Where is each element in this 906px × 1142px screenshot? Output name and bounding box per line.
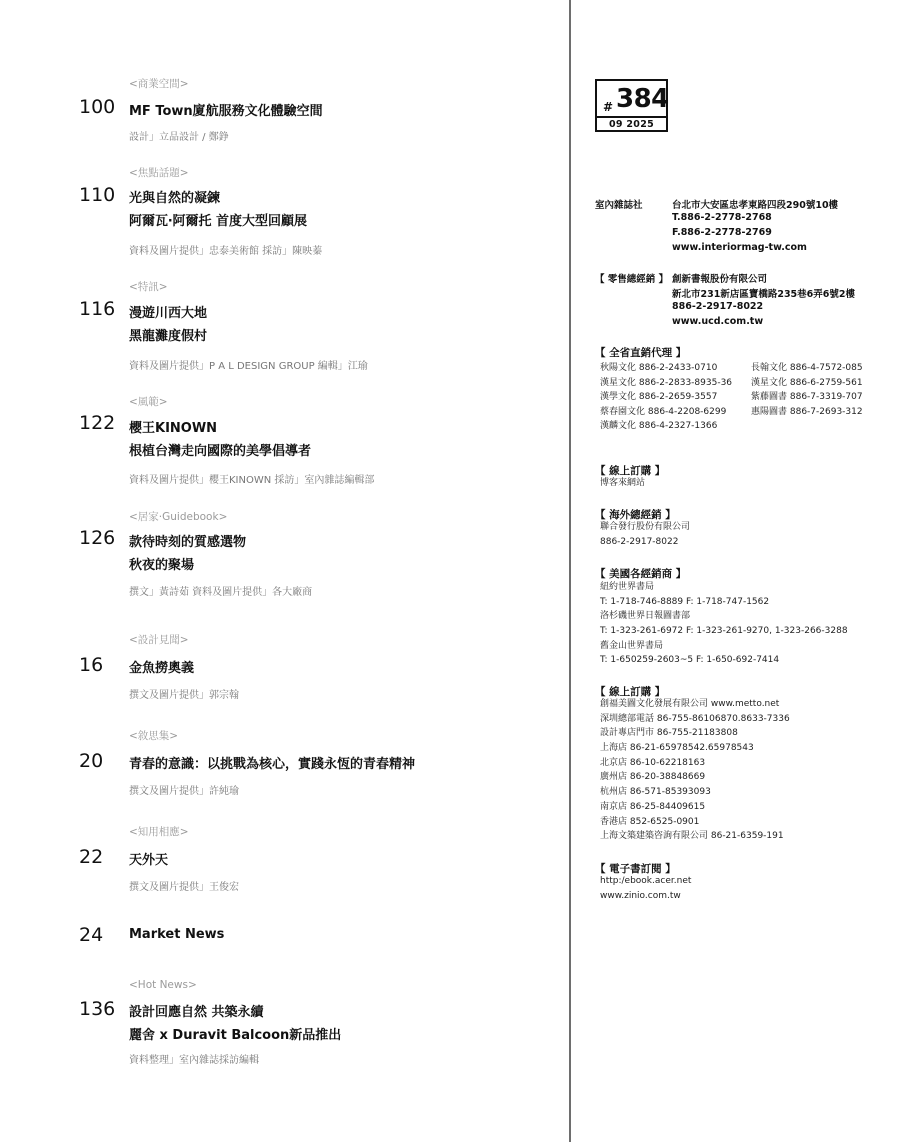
ebook-title: 【 電子書訂閱 】 [595, 863, 676, 875]
online-order-item: 深圳總部電話 86-755-86106870.8633-7336 [600, 713, 790, 724]
issue-date: 09 2025 [608, 119, 655, 130]
toc-category: <商業空間> [129, 78, 189, 90]
retail-address: 新北市231新店區寶橋路235巷6弄6號2樓 [672, 289, 855, 300]
issue-box-rule [597, 116, 666, 118]
toc-subtitle: 秋夜的聚場 [129, 558, 195, 573]
toc-category: <特訊> [129, 281, 168, 293]
agents-title: 【 全省直銷代理 】 [595, 347, 687, 359]
toc-page-number: 100 [79, 96, 116, 118]
agent-item: 漢麟文化 886-4-2327-1366 [600, 421, 718, 432]
toc-title: 漫遊川西大地 [129, 306, 208, 321]
overseas-item: 聯合發行股份有限公司 [600, 522, 691, 532]
column-divider [569, 0, 571, 1142]
toc-credit: 資料及圖片提供」忠泰美術館 採訪」陳映蓁 [129, 246, 323, 257]
online-order-item: 廣州店 86-20-38848669 [600, 772, 706, 783]
toc-page-number: 136 [79, 998, 116, 1020]
toc-credit: 資料及圖片提供」櫻王KINOWN 採訪」室內雜誌編輯部 [129, 475, 375, 486]
toc-category: <敘思集> [129, 730, 179, 742]
publisher-tel: T.886-2-2778-2768 [672, 212, 772, 223]
toc-title: 款待時刻的質感選物 [129, 535, 247, 550]
online-order-item: 香港店 852-6525-0901 [600, 816, 700, 827]
toc-page-number: 116 [79, 298, 116, 320]
toc-category: <設計見聞> [129, 634, 189, 646]
toc-credit: 撰文及圖片提供」王俊宏 [129, 882, 239, 893]
usa-item: 舊金山世界書局 [600, 640, 664, 651]
toc-subtitle: 阿爾瓦‧阿爾托 首度大型回顧展 [129, 214, 308, 229]
online-order-lines-2 [600, 697, 790, 844]
usa-item: 紐約世界書局 [600, 582, 655, 592]
toc-category: <居家‧Guidebook> [129, 511, 228, 523]
overseas-item: 886-2-2917-8022 [600, 536, 679, 547]
toc-page-number: 22 [79, 846, 104, 868]
agent-item: 秋陽文化 886-2-2433-0710 [600, 363, 718, 373]
online-order-item: 北京店 86-10-62218163 [600, 757, 706, 768]
online-order-item: 上海文築建築咨詢有限公司 86-21-6359-191 [600, 831, 784, 842]
agent-item: 漢星文化 886-6-2759-561 [751, 377, 863, 388]
issue-hash: # [603, 100, 614, 114]
ebook-lines [600, 874, 691, 903]
toc-title: 青春的意識：以挑戰為核心，實踐永恆的青春精神 [129, 757, 416, 772]
online-order-item: 南京店 86-25-84409615 [600, 801, 706, 812]
retail-company: 創新書報股份有限公司 [672, 274, 768, 285]
publisher-web[interactable]: www.interiormag-tw.com [672, 242, 807, 253]
toc-subtitle: 黑龍灘度假村 [129, 329, 208, 344]
toc-category: <Hot News> [129, 979, 197, 991]
toc-subtitle: 根植台灣走向國際的美學倡導者 [129, 444, 312, 459]
toc-title: MF Town廈航服務文化體驗空間 [129, 104, 323, 119]
toc-page-number: 20 [79, 750, 104, 772]
agent-item: 惠陽圖書 886-7-2693-312 [751, 406, 863, 417]
toc-category: <焦點話題> [129, 167, 189, 179]
agent-item: 蔡春園文化 886-4-2208-6299 [600, 406, 727, 417]
toc-title: 設計回應自然 共築永續 [129, 1005, 264, 1020]
ebook-link[interactable]: http:/ebook.acer.net [600, 876, 692, 886]
toc-page-number: 16 [79, 654, 104, 676]
issue-number-box [595, 79, 668, 132]
publisher-fax: F.886-2-2778-2769 [672, 227, 772, 238]
toc-credit: 撰文及圖片提供」許純瑜 [129, 786, 239, 797]
online-order-title: 【 線上訂購 】 [595, 465, 666, 477]
publisher-address: 台北市大安區忠孝東路四段290號10樓 [672, 200, 839, 211]
overseas-lines [600, 520, 690, 549]
usa-item: T: 1-650259-2603~5 F: 1-650-692-7414 [600, 655, 780, 666]
toc-category: <風範> [129, 396, 168, 408]
toc-page-number: 122 [79, 412, 116, 434]
online-order-title-2: 【 線上訂購 】 [595, 686, 666, 698]
toc-title: 金魚撈奧義 [129, 661, 195, 676]
agent-item: 紫藤圖書 886-7-3319-707 [751, 392, 863, 403]
online-order-item: 創福美圖文化發展有限公司 www.metto.net [600, 699, 780, 709]
toc-category: <知用相應> [129, 826, 189, 838]
online-order-lines [600, 476, 645, 491]
toc-title: Market News [129, 927, 225, 942]
toc-page-number: 110 [79, 184, 116, 206]
toc-credit: 設計」立品設計 / 鄭錚 [129, 132, 229, 143]
toc-title: 櫻王KINOWN [129, 421, 218, 436]
usa-title: 【 美國各經銷商 】 [595, 568, 687, 580]
toc-credit: 資料整理」室內雜誌採訪編輯 [129, 1055, 259, 1066]
online-order-item: 杭州店 86-571-85393093 [600, 787, 711, 798]
toc-page-number: 24 [79, 924, 104, 946]
issue-number: 384 [616, 84, 669, 114]
agent-item: 漢學文化 886-2-2659-3557 [600, 392, 718, 403]
toc-credit: 資料及圖片提供」P A L DESIGN GROUP 編輯」江瑜 [129, 361, 368, 372]
retail-phone: 886-2-2917-8022 [672, 301, 764, 312]
usa-lines [600, 580, 848, 668]
usa-item: T: 1-718-746-8889 F: 1-718-747-1562 [600, 596, 770, 607]
toc-credit: 撰文及圖片提供」郭宗翰 [129, 690, 239, 701]
ebook-link[interactable]: www.zinio.com.tw [600, 890, 681, 901]
online-order-item: 設計專店門市 86-755-21183808 [600, 728, 738, 739]
retail-web[interactable]: www.ucd.com.tw [672, 316, 764, 327]
retail-label: 【 零售總經銷 】 [595, 274, 669, 285]
overseas-title: 【 海外總經銷 】 [595, 509, 676, 521]
online-order-item: 上海店 86-21-65978542.65978543 [600, 743, 754, 754]
agent-item: 長翰文化 886-4-7572-085 [751, 363, 863, 373]
toc-subtitle: 麗舍 x Duravit Balcoon新品推出 [129, 1028, 342, 1043]
publisher-label: 室內雜誌社 [595, 200, 643, 211]
online-order-item: 博客來網站 [600, 478, 646, 488]
toc-title: 天外天 [129, 853, 169, 868]
toc-page-number: 126 [79, 527, 116, 549]
usa-item: T: 1-323-261-6972 F: 1-323-261-9270, 1-323-266-3288 [600, 626, 848, 637]
agent-item: 漢星文化 886-2-2833-8935-36 [600, 377, 733, 388]
agents-right-column [751, 360, 863, 418]
toc-title: 光與自然的凝鍊 [129, 191, 221, 206]
toc-credit: 撰文」黃詩茹 資料及圖片提供」各大廠商 [129, 587, 313, 598]
usa-item: 洛杉磯世界日報圖書部 [600, 611, 691, 622]
agents-left-column [600, 360, 732, 433]
